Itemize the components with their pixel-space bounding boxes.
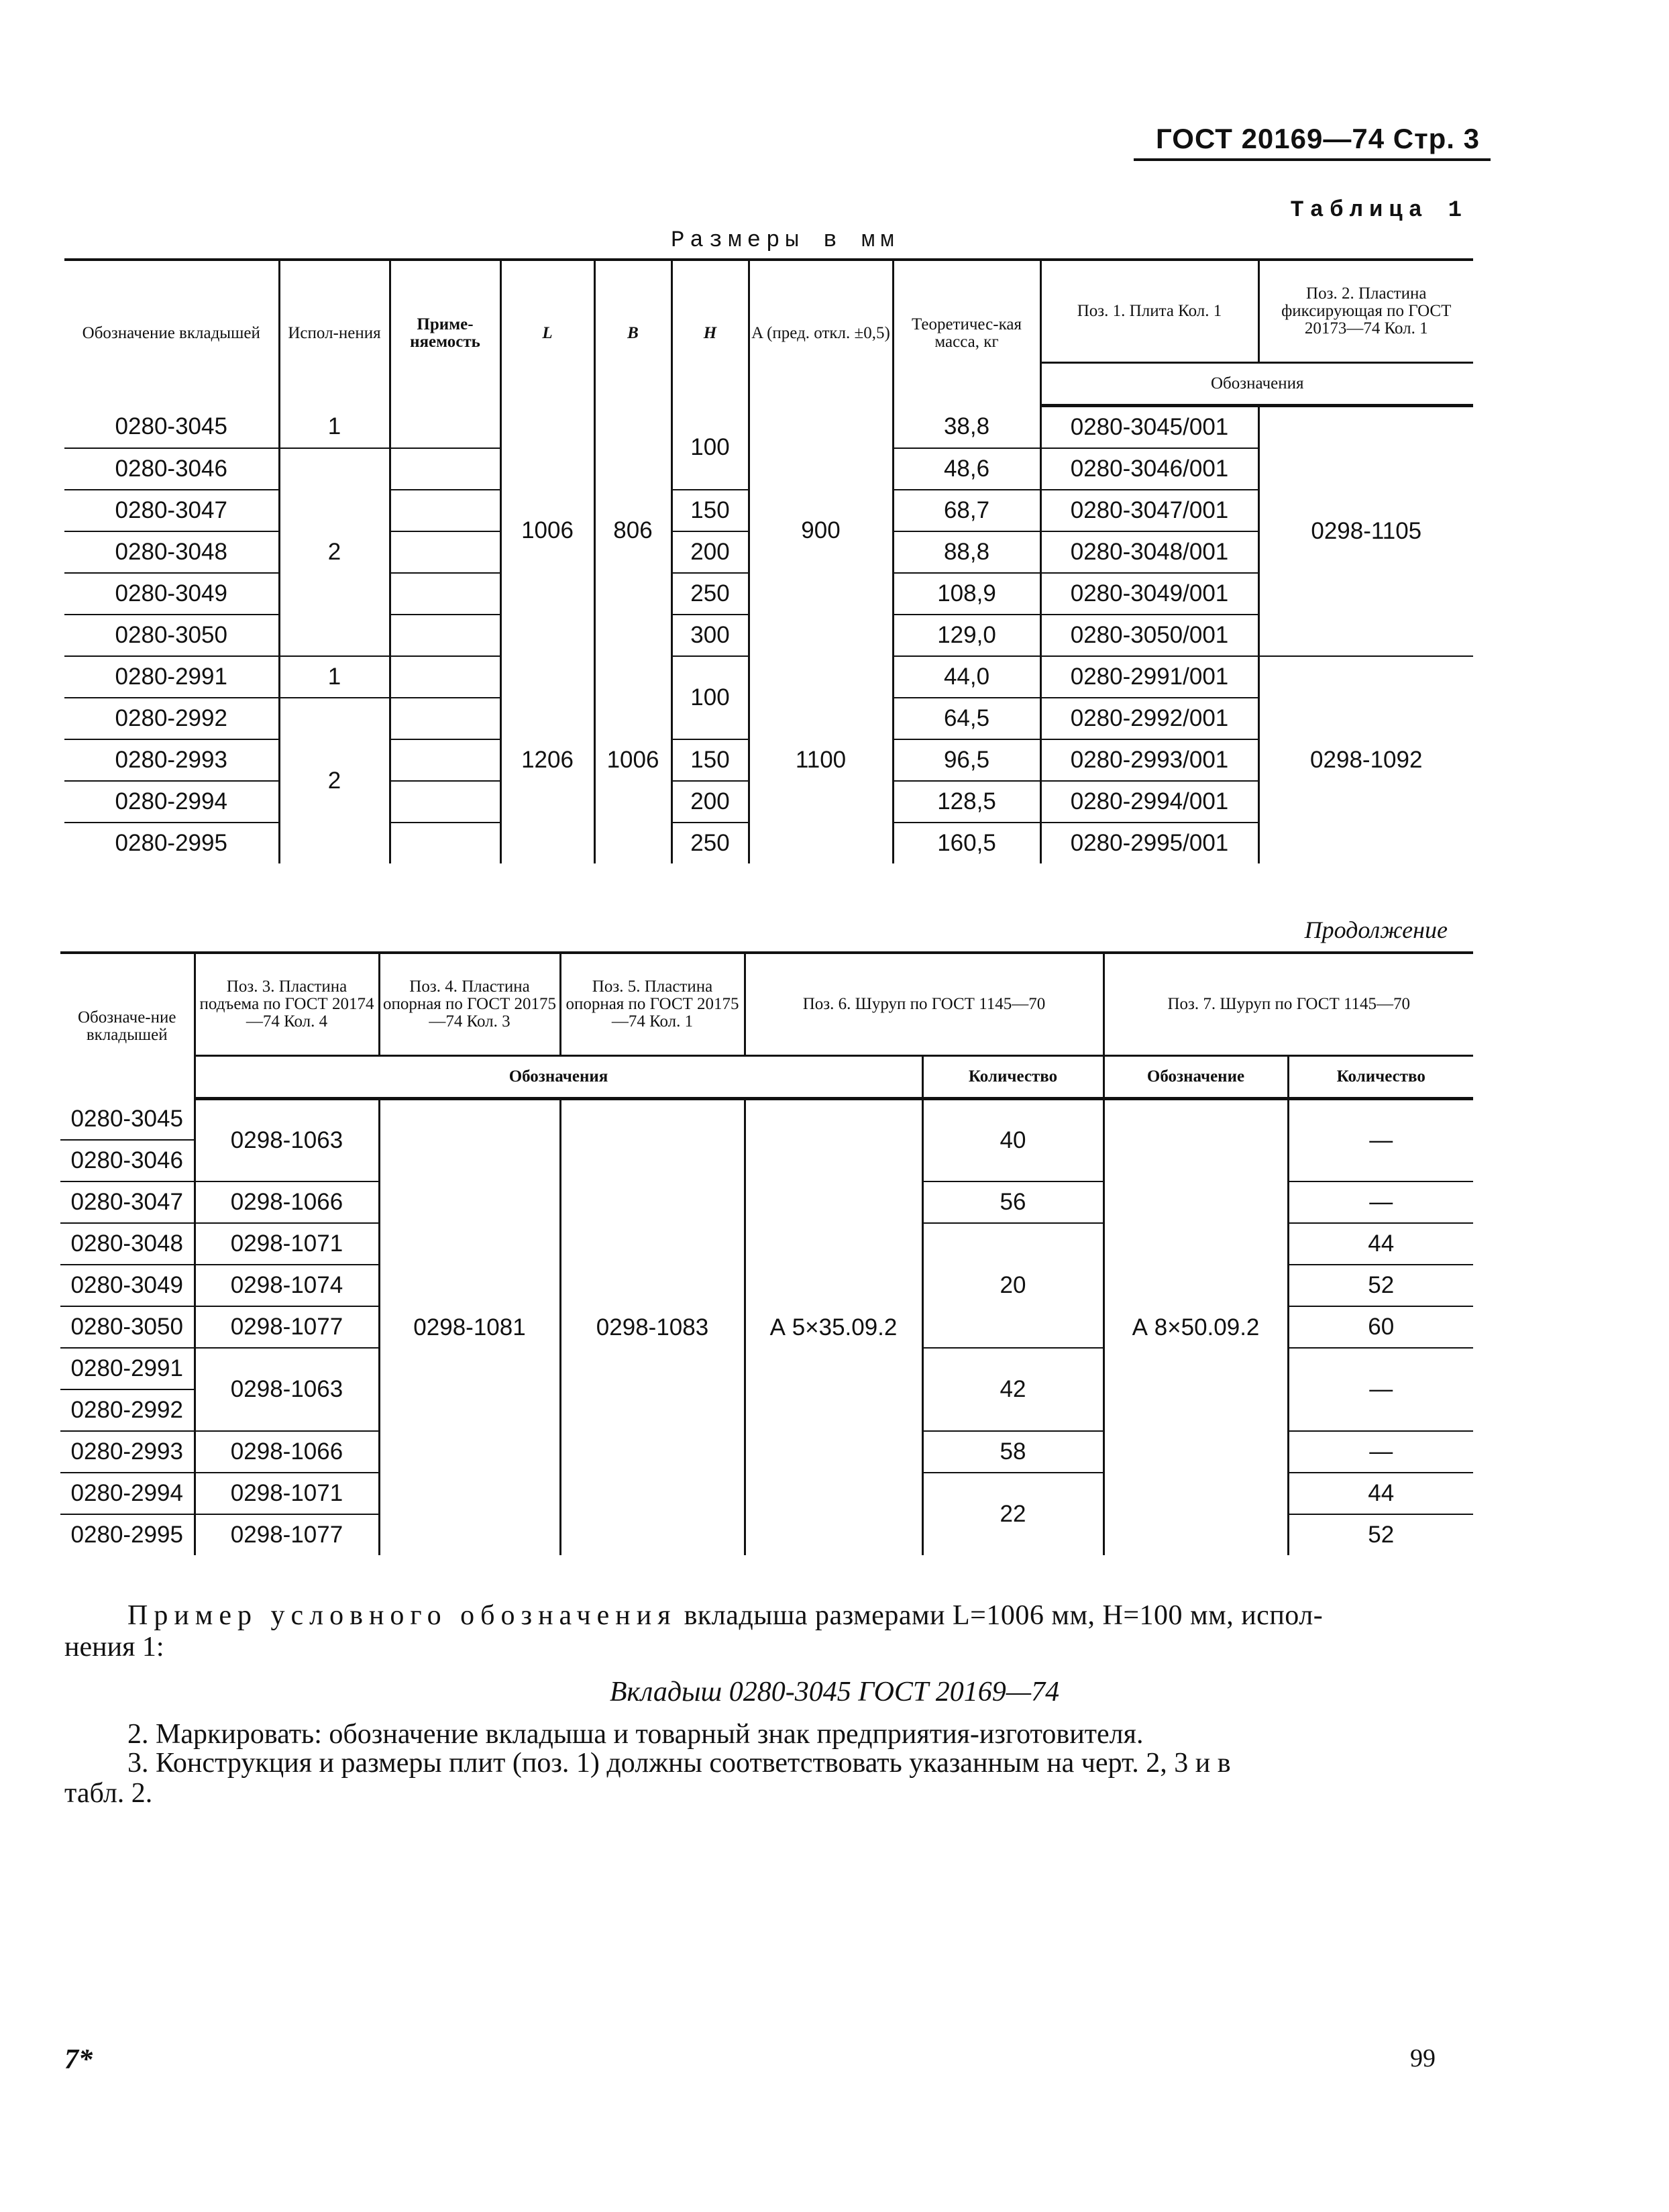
pos5-cell: 0298-1083	[560, 1099, 745, 1555]
header-pos1: Поз. 1. Плита Кол. 1	[1040, 260, 1258, 363]
example-lead: Пример условного обозначения	[127, 1600, 677, 1631]
plate-cell: 0280-2991/001	[1040, 656, 1258, 698]
pos3-cell: 0298-1071	[195, 1473, 379, 1514]
H-cell: 250	[671, 573, 749, 615]
example-paragraph	[127, 1600, 1462, 1632]
pos6-qty-cell: 22	[922, 1473, 1103, 1555]
H-cell: 100	[671, 406, 749, 490]
page-number: 99	[1410, 2044, 1436, 2072]
header-pos7-designation: Обозначение	[1103, 1056, 1288, 1099]
pos3-cell: 0298-1066	[195, 1181, 379, 1223]
header-pos5: Поз. 5. Пластина опорная по ГОСТ 20175—74 Кол. 1	[560, 953, 745, 1056]
running-head-rule	[1134, 158, 1491, 161]
applicability-cell	[390, 656, 500, 698]
table-row: 0280-2993	[64, 739, 279, 781]
pos7-qty-cell: —	[1288, 1099, 1473, 1181]
H-cell: 150	[671, 739, 749, 781]
pos3-cell: 0298-1074	[195, 1265, 379, 1306]
table-row: 0280-3047	[60, 1181, 195, 1223]
table-row: 0280-2995	[70, 1521, 183, 1548]
mass-cell: 68,7	[893, 490, 1040, 531]
example-wrap: нения 1:	[64, 1632, 164, 1663]
pos7-qty-cell: 52	[1288, 1514, 1473, 1555]
applicability-cell	[390, 823, 500, 863]
H-cell: 200	[671, 781, 749, 823]
pos6-qty-cell: 20	[922, 1223, 1103, 1348]
pos6-qty-cell: 56	[922, 1181, 1103, 1223]
header-designations: Обозначения	[1040, 363, 1473, 406]
header-applicability: Приме-няемость	[390, 260, 500, 406]
H-cell: 250	[671, 823, 749, 863]
pos6-qty-cell: 58	[922, 1431, 1103, 1473]
plate-cell: 0280-3049/001	[1040, 573, 1258, 615]
version-cell: 1	[279, 406, 390, 449]
mass-cell: 88,8	[893, 531, 1040, 573]
mass-cell: 128,5	[893, 781, 1040, 823]
pos7-designation-cell: А 8×50.09.2	[1103, 1099, 1288, 1555]
L-cell: 1006	[500, 406, 594, 657]
mass-cell: 108,9	[893, 573, 1040, 615]
header-designations: Обозначения	[195, 1056, 922, 1099]
B-cell: 806	[594, 406, 671, 657]
plate-cell: 0280-2994/001	[1040, 781, 1258, 823]
header-pos7: Поз. 7. Шуруп по ГОСТ 1145—70	[1103, 953, 1473, 1056]
signature-mark: 7*	[64, 2044, 93, 2075]
version-cell: 2	[279, 448, 390, 656]
header-version: Испол-нения	[279, 260, 390, 406]
applicability-cell	[390, 698, 500, 739]
header-pos3: Поз. 3. Пластина подъема по ГОСТ 20174—74 Кол. 4	[195, 953, 379, 1056]
applicability-cell	[390, 531, 500, 573]
dimensions-table	[64, 258, 1473, 863]
pos4-cell: 0298-1081	[379, 1099, 560, 1555]
mass-cell: 96,5	[893, 739, 1040, 781]
mass-cell: 38,8	[893, 406, 1040, 449]
header-pos2: Поз. 2. Пластина фиксирующая по ГОСТ 20173—74 Кол. 1	[1258, 260, 1473, 363]
table-row: 0280-3046	[64, 448, 279, 490]
table-row: 0280-3046	[60, 1140, 195, 1181]
pos6-qty-cell: 40	[922, 1099, 1103, 1181]
A-cell: 900	[749, 406, 893, 657]
table-row: 0280-3050	[64, 615, 279, 656]
table-row: 0280-3050	[60, 1306, 195, 1348]
continuation-label: Продолжение	[1304, 916, 1448, 943]
header-A: A (пред. откл. ±0,5)	[749, 260, 893, 406]
header-L: L	[500, 260, 594, 406]
pos2-cell: 0298-1092	[1258, 656, 1473, 863]
version-cell: 1	[279, 656, 390, 698]
plate-cell: 0280-2992/001	[1040, 698, 1258, 739]
plate-cell: 0280-3050/001	[1040, 615, 1258, 656]
applicability-cell	[390, 615, 500, 656]
plate-cell: 0280-3045/001	[1040, 406, 1258, 449]
table-row: 0280-3049	[60, 1265, 195, 1306]
example-designation: Вкладыш 0280-3045 ГОСТ 20169—74	[609, 1677, 1060, 1707]
plate-cell: 0280-3046/001	[1040, 448, 1258, 490]
table-row: 0280-3045	[64, 406, 279, 449]
table-number: Таблица 1	[1290, 198, 1468, 223]
pos7-qty-cell: 44	[1288, 1223, 1473, 1265]
table-row: 0280-2994	[60, 1473, 195, 1514]
pos3-cell: 0298-1063	[195, 1348, 379, 1431]
A-cell: 1100	[749, 656, 893, 863]
H-cell: 100	[671, 656, 749, 739]
plate-cell: 0280-2995/001	[1040, 823, 1258, 863]
header-quantity: Количество	[922, 1056, 1103, 1099]
pos7-qty-cell: —	[1288, 1181, 1473, 1223]
pos7-qty-cell: —	[1288, 1348, 1473, 1431]
header-mass: Теоретичес-кая масса, кг	[893, 260, 1040, 406]
pos7-qty-cell: 44	[1288, 1473, 1473, 1514]
pos7-qty-cell: 60	[1288, 1306, 1473, 1348]
header-designation: Обозначение вкладышей	[82, 323, 260, 342]
mass-cell: 48,6	[893, 448, 1040, 490]
mass-cell: 129,0	[893, 615, 1040, 656]
pos3-cell: 0298-1066	[195, 1431, 379, 1473]
H-cell: 200	[671, 531, 749, 573]
table-row: 0280-3048	[60, 1223, 195, 1265]
table-row: 0280-3045	[60, 1099, 195, 1140]
table-row: 0280-2994	[64, 781, 279, 823]
mass-cell: 160,5	[893, 823, 1040, 863]
components-table	[60, 951, 1473, 1555]
header-pos4: Поз. 4. Пластина опорная по ГОСТ 20175—74 Кол. 3	[379, 953, 560, 1056]
header-B: B	[594, 260, 671, 406]
pos3-cell: 0298-1077	[195, 1306, 379, 1348]
pos6-designation-cell: А 5×35.09.2	[745, 1099, 922, 1555]
pos3-cell: 0298-1063	[195, 1099, 379, 1181]
pos3-cell: 0298-1077	[195, 1514, 379, 1555]
pos2-cell: 0298-1105	[1258, 406, 1473, 657]
table-row: 0280-2993	[60, 1431, 195, 1473]
applicability-cell	[390, 448, 500, 490]
pos3-cell: 0298-1071	[195, 1223, 379, 1265]
table-row: 0280-3048	[64, 531, 279, 573]
plate-cell: 0280-3048/001	[1040, 531, 1258, 573]
L-cell: 1206	[500, 656, 594, 863]
item-3-line1: 3. Конструкция и размеры плит (поз. 1) должны соответствовать указанным на черт. 2, 3 и в	[127, 1748, 1231, 1779]
header-H: H	[671, 260, 749, 406]
H-cell: 300	[671, 615, 749, 656]
applicability-cell	[390, 406, 500, 449]
item-2: 2. Маркировать: обозначение вкладыша и товарный знак предприятия-изготовителя.	[127, 1719, 1144, 1750]
running-head: ГОСТ 20169—74 Стр. 3	[1156, 123, 1480, 154]
mass-cell: 44,0	[893, 656, 1040, 698]
plate-cell: 0280-2993/001	[1040, 739, 1258, 781]
version-cell: 2	[279, 698, 390, 863]
example-rest: вкладыша размерами L=1006 мм, H=100 мм, испол-	[684, 1600, 1324, 1631]
applicability-cell	[390, 739, 500, 781]
item-3-line2: табл. 2.	[64, 1778, 153, 1809]
applicability-cell	[390, 490, 500, 531]
applicability-cell	[390, 573, 500, 615]
H-cell: 150	[671, 490, 749, 531]
table-row: 0280-2991	[64, 656, 279, 698]
pos7-qty-cell: 52	[1288, 1265, 1473, 1306]
pos6-qty-cell: 42	[922, 1348, 1103, 1431]
applicability-cell	[390, 781, 500, 823]
table-units: Размеры в мм	[671, 228, 900, 254]
plate-cell: 0280-3047/001	[1040, 490, 1258, 531]
table-row: 0280-2991	[60, 1348, 195, 1389]
header-pos6: Поз. 6. Шуруп по ГОСТ 1145—70	[745, 953, 1103, 1056]
table-row: 0280-2992	[64, 698, 279, 739]
table-row: 0280-2995	[115, 830, 227, 856]
header-designation: Обозначе-ние вкладышей	[78, 1008, 176, 1044]
table-row: 0280-2992	[60, 1389, 195, 1431]
B-cell: 1006	[594, 656, 671, 863]
header-pos7-quantity: Количество	[1288, 1056, 1473, 1099]
mass-cell: 64,5	[893, 698, 1040, 739]
table-row: 0280-3049	[64, 573, 279, 615]
table-row: 0280-3047	[64, 490, 279, 531]
pos7-qty-cell: —	[1288, 1431, 1473, 1473]
